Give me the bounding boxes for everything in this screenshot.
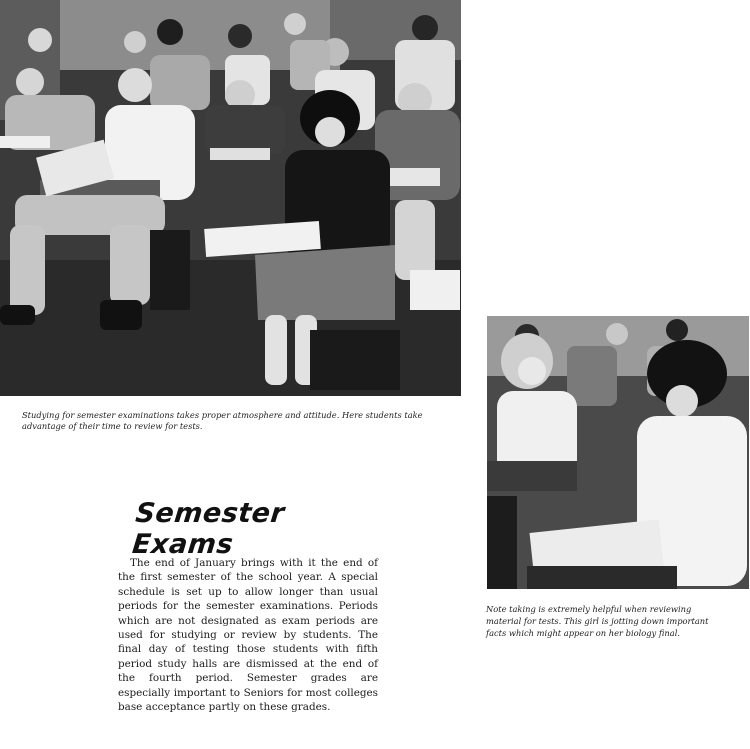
classroom-photo-illustration xyxy=(0,0,461,396)
classroom-study-photo xyxy=(0,0,461,396)
note-taking-photo xyxy=(487,316,749,589)
article-body: The end of January brings with it the end of the first semester of the school year. A special schedule is set up to allow longer than usual periods for the semester examinations. Periods which are not designated as exam periods are used for studying or review by students. The final day of testing those students with fifth period study halls are dismissed at the end of the fourth period. Semester grades are especially important to Seniors for most colleges base acceptance partly on these grades. xyxy=(118,557,378,714)
side-photo-caption: Note taking is extremely helpful when reviewing material for tests. This girl is jotting down important facts which might appear on her biology final. xyxy=(486,604,709,638)
page-title: Semester Exams xyxy=(130,498,287,560)
note-taking-photo-illustration xyxy=(487,316,749,589)
main-photo-caption: Studying for semester examinations takes proper atmosphere and attitude. Here students take advantage of their time to review for tests. xyxy=(22,410,423,431)
